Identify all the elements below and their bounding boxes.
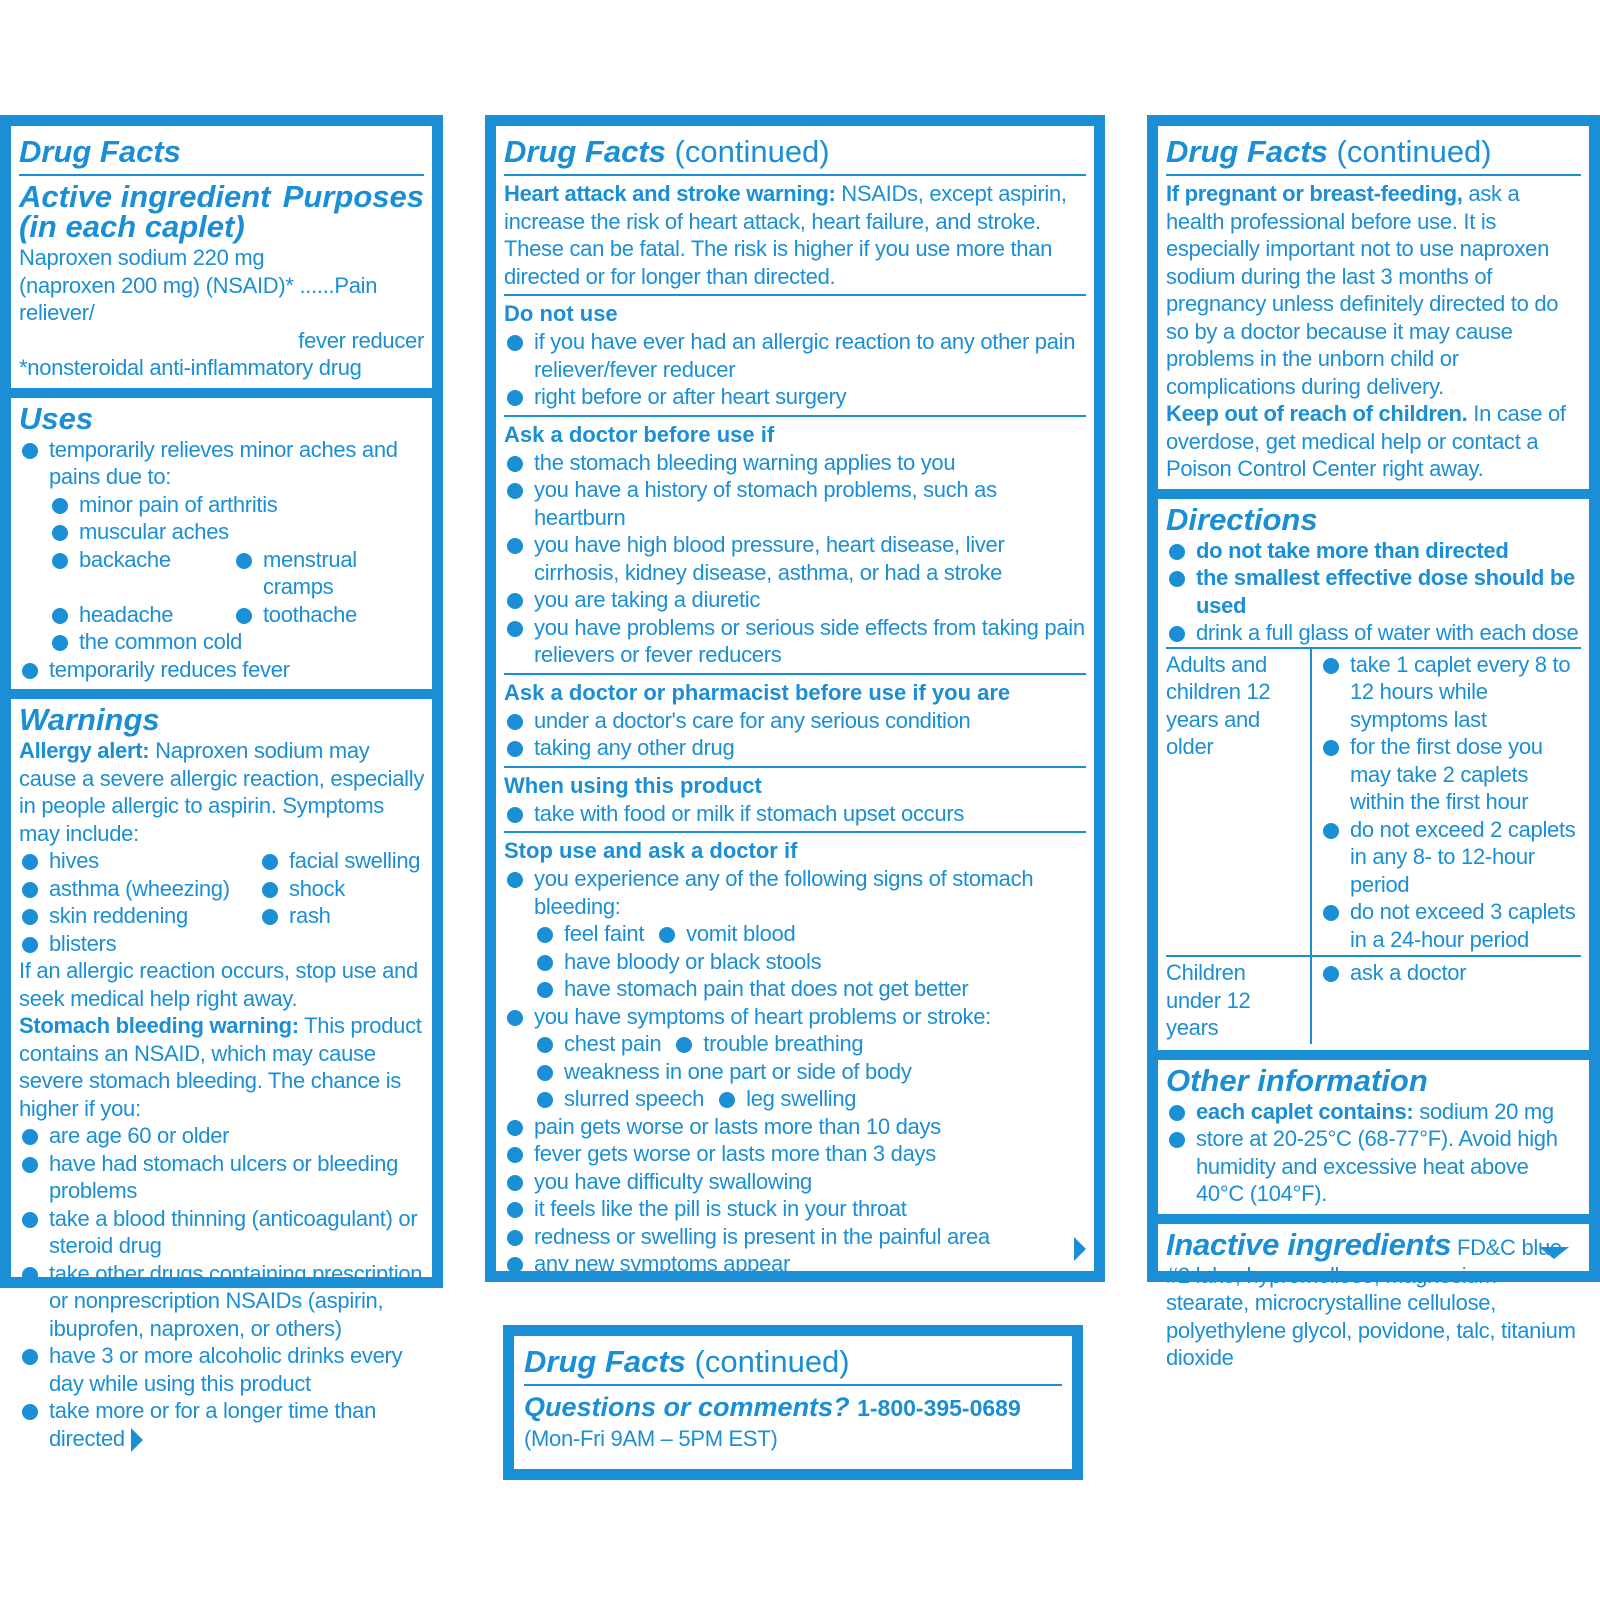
allergy-alert: Allergy alert: Naproxen sodium may cause a severe allergic reaction, especially in people allergic to aspirin. Symptoms may include: xyxy=(19,738,425,846)
list-item: facial swelling xyxy=(259,847,424,875)
list-item: each caplet contains: sodium 20 mg xyxy=(1166,1098,1581,1126)
list-item: temporarily relieves minor aches and pains due to: xyxy=(19,436,424,491)
purposes-heading: Purposes xyxy=(282,179,424,214)
footnote: *nonsteroidal anti-inflammatory drug xyxy=(19,355,362,380)
list-item: take 1 caplet every 8 to 12 hours while symptoms last xyxy=(1320,651,1581,734)
list-item: backache xyxy=(49,546,233,574)
list-item: hives xyxy=(19,847,259,875)
list-item: do not exceed 2 caplets in any 8- to 12-hour period xyxy=(1320,816,1581,899)
do-not-use-heading: Do not use xyxy=(504,301,618,326)
panel-title: Drug Facts (continued) xyxy=(504,134,830,169)
keep-out-warning: Keep out of reach of children. In case of overdose, get medical help or contact a Poison Control Center right away. xyxy=(1166,401,1566,481)
list-item: trouble breathing xyxy=(673,1030,863,1058)
list-item: have 3 or more alcoholic drinks every day while using this product xyxy=(19,1342,424,1397)
list-item: are age 60 or older xyxy=(19,1122,424,1150)
continue-arrow-icon xyxy=(1074,1237,1086,1261)
list-item: pain gets worse or lasts more than 10 days xyxy=(504,1113,1086,1141)
list-item: redness or swelling is present in the painful area xyxy=(504,1223,1086,1251)
list-item: do not exceed 3 caplets in a 24-hour period xyxy=(1320,898,1581,953)
list-item: leg swelling xyxy=(716,1085,856,1113)
active-ingredient-heading: Active ingredient xyxy=(19,179,271,214)
stop-use-heading: Stop use and ask a doctor if xyxy=(504,838,798,863)
list-item: take a blood thinning (anticoagulant) or steroid drug xyxy=(19,1205,424,1260)
phone-number[interactable]: 1-800-395-0689 xyxy=(857,1395,1021,1421)
list-item: for the first dose you may take 2 caplets within the first hour xyxy=(1320,733,1581,816)
heart-warning: Heart attack and stroke warning: NSAIDs, except aspirin, increase the risk of heart attack, heart failure, and stroke. These can be fatal. The risk is higher if you use more than directed or for longer than directed. xyxy=(504,181,1067,289)
purpose-line: fever reducer xyxy=(298,327,424,353)
inactive-ingredients: Inactive ingredients FD&C blue #2 lake, hypromellose, magnesium stearate, microcrystalline cellulose, polyethylene glycol, povidone, talc, titanium dioxide xyxy=(1166,1226,1576,1370)
list-item: you have symptoms of heart problems or stroke: xyxy=(504,1003,1086,1031)
children-label: Children under 12 years xyxy=(1166,957,1312,1044)
when-using-heading: When using this product xyxy=(504,772,762,798)
continue-arrow-icon xyxy=(1539,1247,1569,1259)
list-item: you have a history of stomach problems, such as heartburn xyxy=(504,476,1086,531)
list-item: temporarily reduces fever xyxy=(19,656,424,684)
uses-heading: Uses xyxy=(19,400,94,436)
list-item: blisters xyxy=(19,930,259,958)
list-item: chest pain xyxy=(534,1030,661,1058)
list-item: slurred speech xyxy=(534,1085,704,1113)
list-item: minor pain of arthritis xyxy=(49,491,424,519)
list-item: weakness in one part or side of body xyxy=(534,1058,912,1086)
directions-table xyxy=(1166,647,1581,1044)
panel-title: Drug Facts xyxy=(19,134,181,169)
list-item: the stomach bleeding warning applies to you xyxy=(504,449,1086,477)
list-item: right before or after heart surgery xyxy=(504,383,1086,411)
allergy-after: If an allergic reaction occurs, stop use and seek medical help right away. xyxy=(19,958,418,1011)
list-item: you have problems or serious side effects from taking pain relievers or fever reducers xyxy=(504,614,1086,669)
list-item: you experience any of the following signs of stomach bleeding: xyxy=(504,865,1086,920)
list-item: the common cold xyxy=(49,628,424,656)
warnings-heading: Warnings xyxy=(19,702,160,737)
list-item: taking any other drug xyxy=(504,734,1086,762)
list-item: headache xyxy=(49,601,233,629)
list-item: the smallest effective dose should be used xyxy=(1166,564,1581,619)
ask-pharmacist-heading: Ask a doctor or pharmacist before use if you are xyxy=(504,679,1011,705)
list-item: if you have ever had an allergic reaction to any other pain reliever/fever reducer xyxy=(504,328,1086,383)
drug-facts-panel-3 xyxy=(1147,115,1600,1370)
list-item: menstrual cramps xyxy=(233,546,424,601)
list-item: shock xyxy=(259,875,424,903)
list-item: rash xyxy=(259,902,424,930)
list-item: ask a doctor xyxy=(1320,959,1581,987)
list-item: you have high blood pressure, heart disease, liver cirrhosis, kidney disease, asthma, or had a stroke xyxy=(504,531,1086,586)
list-item: you have difficulty swallowing xyxy=(504,1168,1086,1196)
drug-facts-panel-2 xyxy=(485,115,1105,1282)
panel-title: Drug Facts (continued) xyxy=(524,1344,850,1379)
list-item: it feels like the pill is stuck in your throat xyxy=(504,1195,1086,1223)
drug-facts-panel-1 xyxy=(0,115,443,1451)
hours: (Mon-Fri 9AM – 5PM EST) xyxy=(524,1426,778,1451)
list-item: store at 20-25°C (68-77°F). Avoid high humidity and excessive heat above 40°C (104°F). xyxy=(1166,1125,1581,1208)
drug-facts-panel-4 xyxy=(503,1325,1083,1480)
stomach-warning: Stomach bleeding warning: This product contains an NSAID, which may cause severe stomach bleeding. The chance is higher if you: xyxy=(19,1013,422,1121)
ingredient-line: Naproxen sodium 220 mg xyxy=(19,245,265,270)
list-item: drink a full glass of water with each dose xyxy=(1166,619,1581,647)
list-item: toothache xyxy=(233,601,424,629)
list-item: have had stomach ulcers or bleeding problems xyxy=(19,1150,424,1205)
list-item: any new symptoms appear xyxy=(504,1250,1086,1278)
list-item: vomit blood xyxy=(656,920,795,948)
ingredient-line: (naproxen 200 mg) (NSAID)* ......Pain reliever/ xyxy=(19,272,378,325)
directions-heading: Directions xyxy=(1166,501,1318,537)
pregnancy-warning: If pregnant or breast-feeding, ask a health professional before use. It is especially important not to use naproxen sodium during the last 3 months of pregnancy unless definitely directed to do so by a doctor because it may cause problems in the unborn child or complications during delivery. xyxy=(1166,181,1559,399)
adults-label: Adults and children 12 years and older xyxy=(1166,649,1312,956)
panel-title: Drug Facts (continued) xyxy=(1166,134,1492,169)
list-item: do not take more than directed xyxy=(1166,537,1581,565)
list-item: under a doctor's care for any serious condition xyxy=(504,707,1086,735)
list-item: have bloody or black stools xyxy=(534,948,821,976)
continue-arrow-icon xyxy=(131,1428,143,1452)
list-item: asthma (wheezing) xyxy=(19,875,259,903)
other-info-heading: Other information xyxy=(1166,1062,1428,1098)
list-item: feel faint xyxy=(534,920,644,948)
list-item: take other drugs containing prescription or nonprescription NSAIDs (aspirin, ibuprofen, naproxen, or others) xyxy=(19,1260,424,1343)
questions-line: Questions or comments? 1-800-395-0689 xyxy=(524,1392,1021,1422)
list-item: take with food or milk if stomach upset occurs xyxy=(504,800,1086,828)
list-item: muscular aches xyxy=(49,518,424,546)
ask-doctor-heading: Ask a doctor before use if xyxy=(504,421,775,447)
list-item: you are taking a diuretic xyxy=(504,586,1086,614)
list-item: take more or for a longer time than directed xyxy=(19,1397,424,1452)
list-item: have stomach pain that does not get better xyxy=(534,975,968,1003)
active-ingredient-subheading: (in each caplet) xyxy=(19,209,245,244)
list-item: fever gets worse or lasts more than 3 days xyxy=(504,1140,1086,1168)
list-item: skin reddening xyxy=(19,902,259,930)
